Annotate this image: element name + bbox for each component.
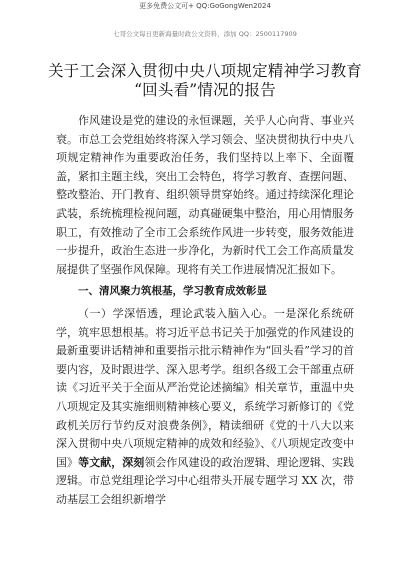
sub-paragraph-text: （一）学深悟透，理论武装入脑入心。一是深化系统研学，筑牢思想根基。将习近平总书记关于加强党的作风建设的最新重要讲话精神和重要指示批示精神作为“回头看”学习的首要内容，及时跟进学、深入思考学。组织各级工会干部重点研读《习近平关于全面从严治党论述摘编》相关章节，重温中央八项规定及其实施细则精神核心要义，系统学习新修订的《党政机关厉行节约反对浪费条例》，精读细研《党的十八大以来深入贯彻中央八项规定精神的成效和经验》、《八项规定改变中国》 (56, 306, 354, 469)
section-heading: 一、清风聚力筑根基，学习教育成效彰显 (78, 285, 267, 298)
watermark-text: 七哥公文每日更新海量时政公文资料，添加 QQ：2500117909 (113, 30, 297, 38)
top-banner: 更多免费公文可+ QQ:GoGongWen2024 (139, 2, 271, 10)
document-body (56, 112, 354, 509)
title-line-2: “回头看”情况的报告 (134, 81, 276, 99)
title-line-1: 关于工会深入贯彻中央八项规定精神学习教育 (47, 62, 362, 80)
sub-paragraph (56, 305, 354, 510)
intro-paragraph: 作风建设是党的建设的永恒课题，关乎人心向背、事业兴衰。市总工会党组始终将深入学习领会、坚决贯彻执行中央八项规定精神作为重要政治任务，我们坚持以上率下、全面覆盖，紧扣主题主线，突出工会特色，将学习教育、查摆问题、整改整治、开门教育、组织领导贯穿始终。通过持续深化理论武装，系统梳理检视问题，动真碰硬集中整治，用心用情服务职工，有效推动了全市工会系统作风进一步转变，服务效能进一步提升，政治生态进一步净化，为新时代工会工作高质量发展提供了坚强作风保障。现将有关工作进展情况汇报如下。 (56, 114, 354, 276)
sub-paragraph-continued: 领会作风建设的政治逻辑、理论逻辑、实践逻辑。市总党组理论学习中心组带头开展专题学习 XX 次，带动基层工会组织新增学 (56, 455, 355, 506)
sub-paragraph-bold: 等文献，深刻 (78, 455, 145, 469)
document-title (40, 62, 370, 100)
